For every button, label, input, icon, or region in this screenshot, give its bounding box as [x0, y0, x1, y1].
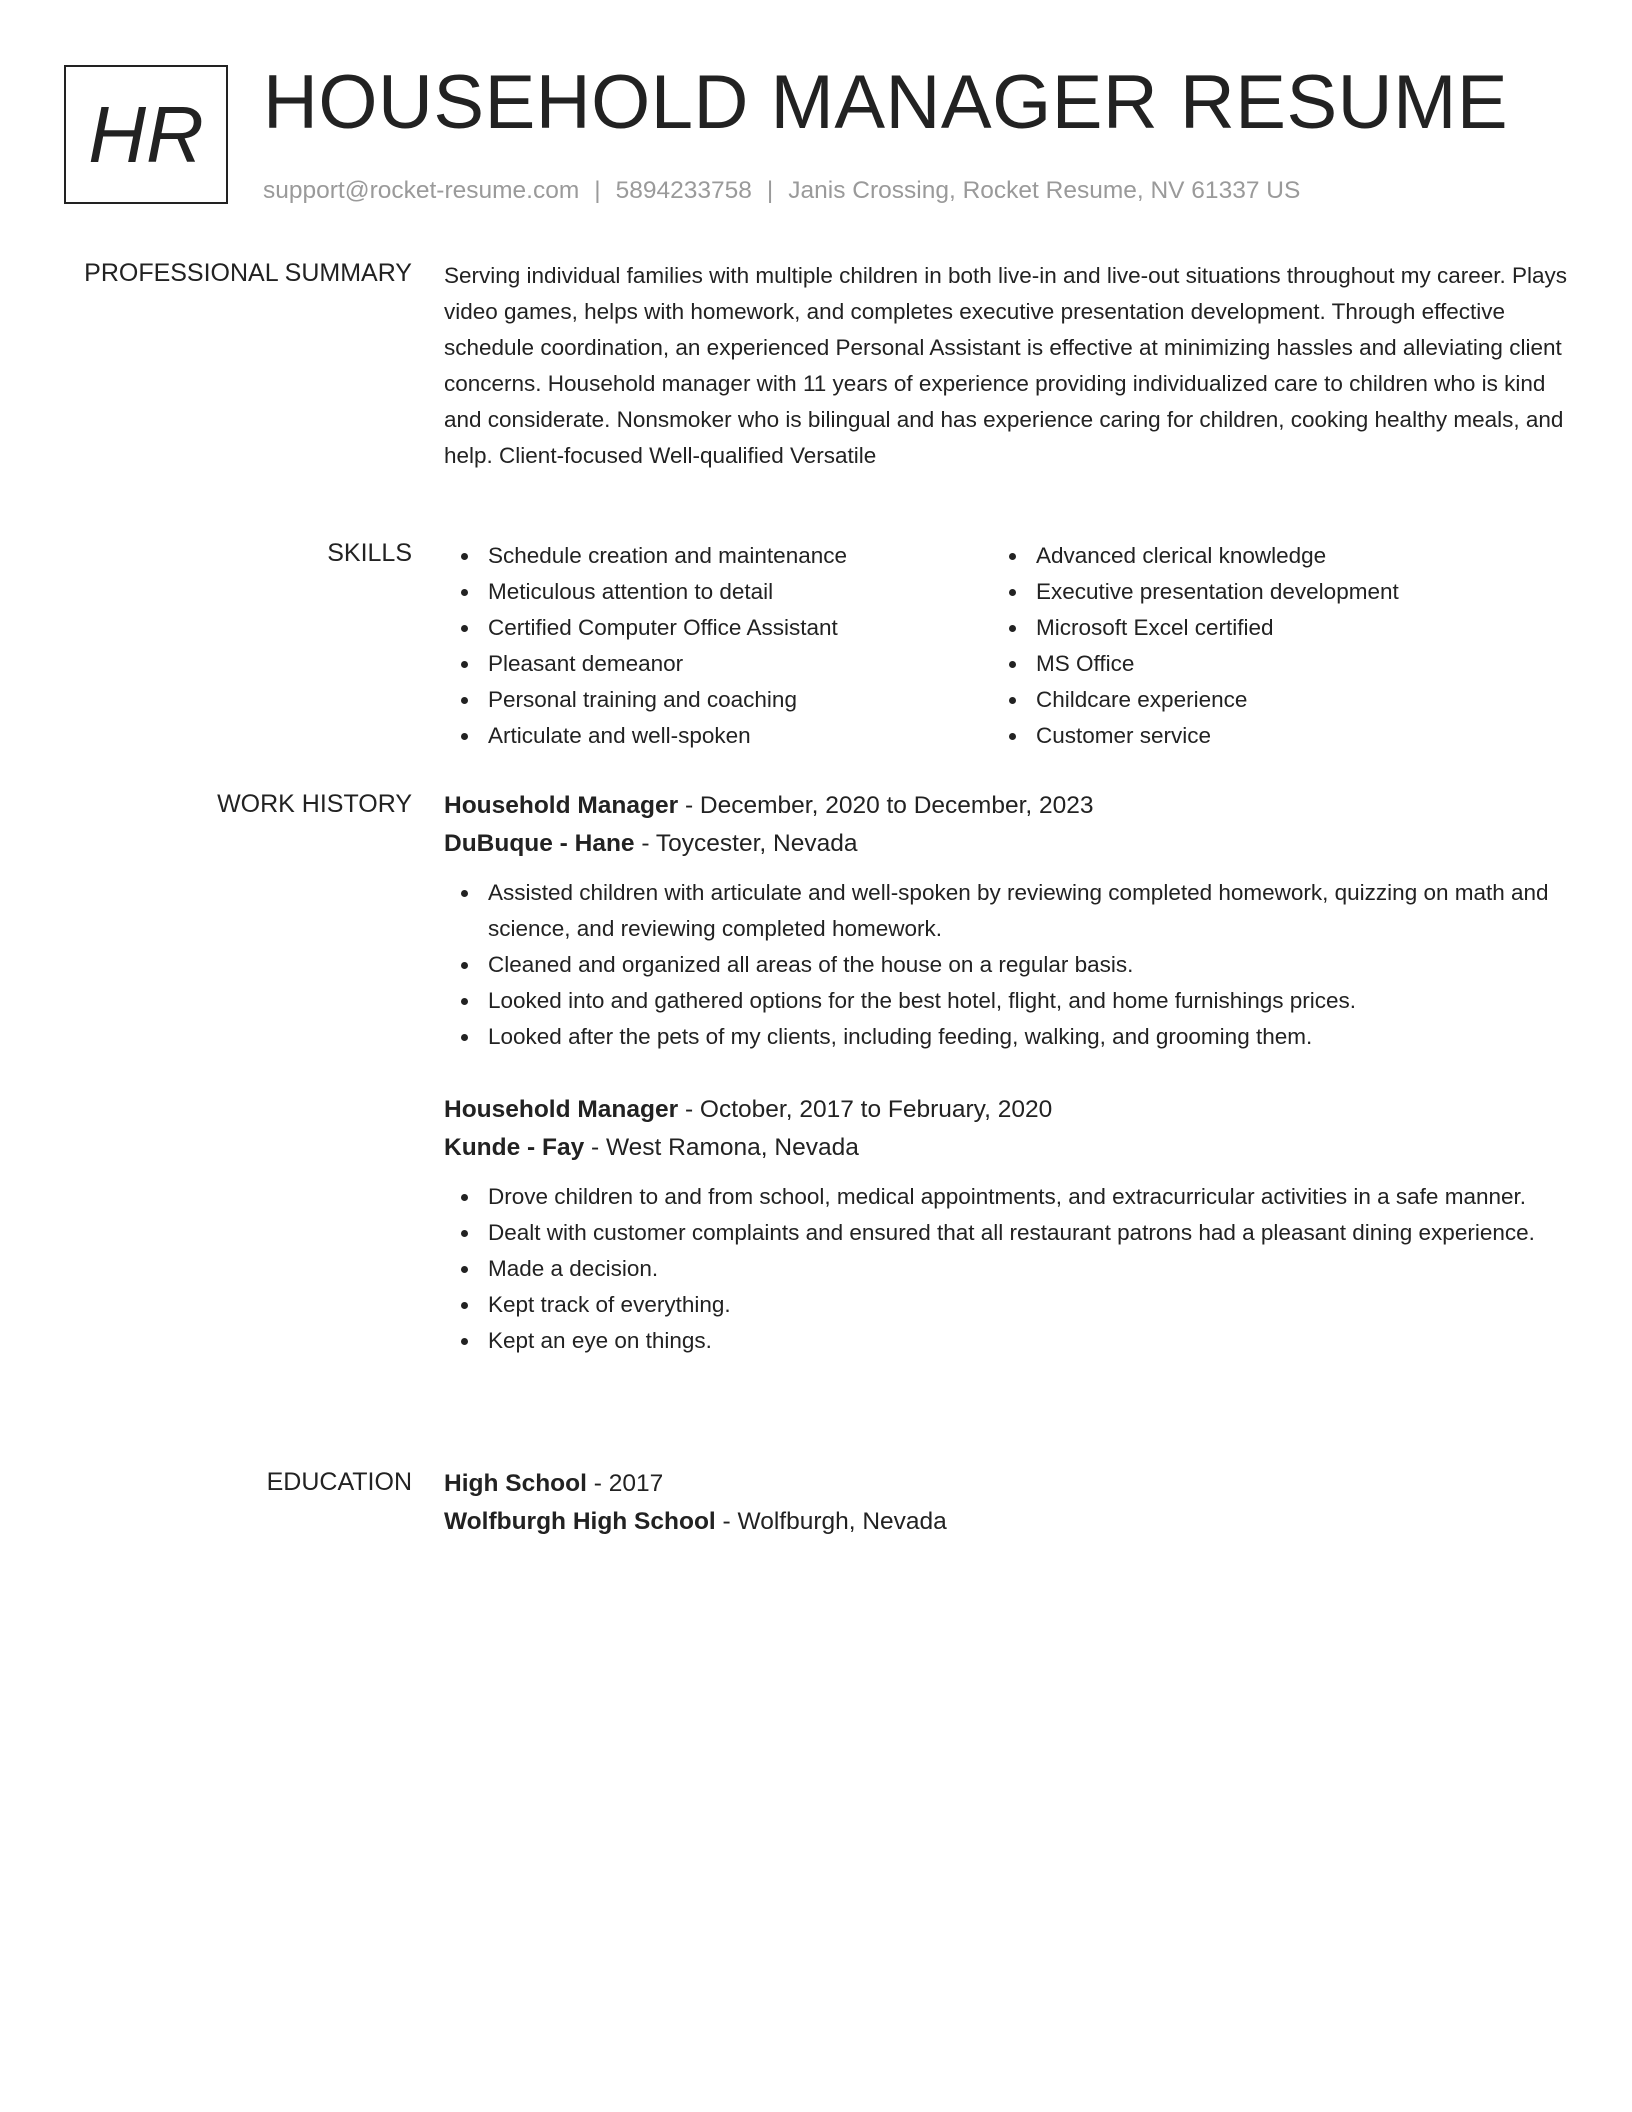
job-bullet: Assisted children with articulate and well-spoken by reviewing completed homework, quizzing on math and science, and reviewing completed homework.	[444, 875, 1572, 947]
job-bullet: Kept track of everything.	[444, 1287, 1572, 1323]
job-entry	[444, 1091, 1572, 1359]
job-bullet: Drove children to and from school, medical appointments, and extracurricular activities in a safe manner.	[444, 1179, 1572, 1215]
job-company: Kunde - Fay	[444, 1134, 585, 1161]
job-title-line	[444, 1091, 1572, 1129]
skill-item: Certified Computer Office Assistant	[444, 610, 992, 646]
work-history-heading: WORK HISTORY	[217, 790, 412, 818]
skill-item: Pleasant demeanor	[444, 646, 992, 682]
education-heading: EDUCATION	[266, 1468, 412, 1496]
skill-item: Childcare experience	[992, 682, 1540, 718]
job-entry	[444, 787, 1572, 1055]
skill-item: Schedule creation and maintenance	[444, 538, 992, 574]
contact-email: support@rocket-resume.com	[263, 177, 580, 204]
work-history-section	[64, 787, 1572, 1447]
job-location: - West Ramona, Nevada	[584, 1134, 859, 1161]
skill-item: Meticulous attention to detail	[444, 574, 992, 610]
contact-phone: 5894233758	[615, 177, 752, 204]
job-dates: - December, 2020 to December, 2023	[678, 792, 1094, 819]
skills-list-left	[444, 538, 992, 754]
resume-header	[64, 60, 1568, 214]
contact-address: Janis Crossing, Rocket Resume, NV 61337 US	[788, 177, 1301, 204]
education-location: - Wolfburgh, Nevada	[715, 1508, 947, 1535]
education-school: Wolfburgh High School	[444, 1508, 716, 1535]
page-title: HOUSEHOLD MANAGER RESUME	[263, 60, 1509, 145]
skill-item: Microsoft Excel certified	[992, 610, 1540, 646]
skill-item: Personal training and coaching	[444, 682, 992, 718]
education-degree: High School	[444, 1470, 587, 1497]
job-company-line	[444, 825, 1572, 863]
education-school-line	[444, 1503, 1572, 1541]
summary-section	[64, 258, 1572, 508]
skills-section	[64, 538, 1572, 758]
job-bullet: Kept an eye on things.	[444, 1323, 1572, 1359]
skill-item: Customer service	[992, 718, 1540, 754]
education-degree-line	[444, 1465, 1572, 1503]
job-title: Household Manager	[444, 1096, 679, 1123]
skill-item: MS Office	[992, 646, 1540, 682]
job-bullet: Cleaned and organized all areas of the house on a regular basis.	[444, 947, 1572, 983]
contact-separator: |	[766, 177, 774, 204]
summary-heading: PROFESSIONAL SUMMARY	[84, 259, 412, 287]
job-bullet: Looked into and gathered options for the best hotel, flight, and home furnishings prices.	[444, 983, 1572, 1019]
job-bullet: Looked after the pets of my clients, including feeding, walking, and grooming them.	[444, 1019, 1572, 1055]
skill-item: Articulate and well-spoken	[444, 718, 992, 754]
job-title: Household Manager	[444, 792, 679, 819]
skill-item: Advanced clerical knowledge	[992, 538, 1540, 574]
skill-item: Executive presentation development	[992, 574, 1540, 610]
job-dates: - October, 2017 to February, 2020	[678, 1096, 1053, 1123]
skills-heading: SKILLS	[327, 539, 412, 567]
job-bullet-list	[444, 875, 1572, 1055]
job-title-line	[444, 787, 1572, 825]
skills-list-right	[992, 538, 1540, 754]
job-bullet-list	[444, 1179, 1572, 1359]
job-company-line	[444, 1129, 1572, 1167]
education-year: - 2017	[586, 1470, 664, 1497]
education-section	[64, 1465, 1572, 1565]
job-bullet: Made a decision.	[444, 1251, 1572, 1287]
job-company: DuBuque - Hane	[444, 830, 635, 857]
contact-line	[263, 176, 1300, 206]
contact-separator: |	[594, 177, 601, 204]
job-location: - Toycester, Nevada	[634, 830, 858, 857]
skills-grid	[444, 538, 1572, 754]
summary-text: Serving individual families with multiple children in both live-in and live-out situations throughout my career. Plays video games, helps with homework, and completes executive presentation development. Through effective schedule coordination, an experienced Personal Assistant is effective at minimizing hassles and alleviating client concerns. Household manager with 11 years of experience providing individualized care to children who is kind and considerate. Nonsmoker who is bilingual and has experience caring for children, cooking healthy meals, and help. Client-focused Well-qualified Versatile	[444, 263, 1568, 468]
monogram-box: HR	[64, 65, 228, 204]
job-bullet: Dealt with customer complaints and ensured that all restaurant patrons had a pleasant dining experience.	[444, 1215, 1572, 1251]
